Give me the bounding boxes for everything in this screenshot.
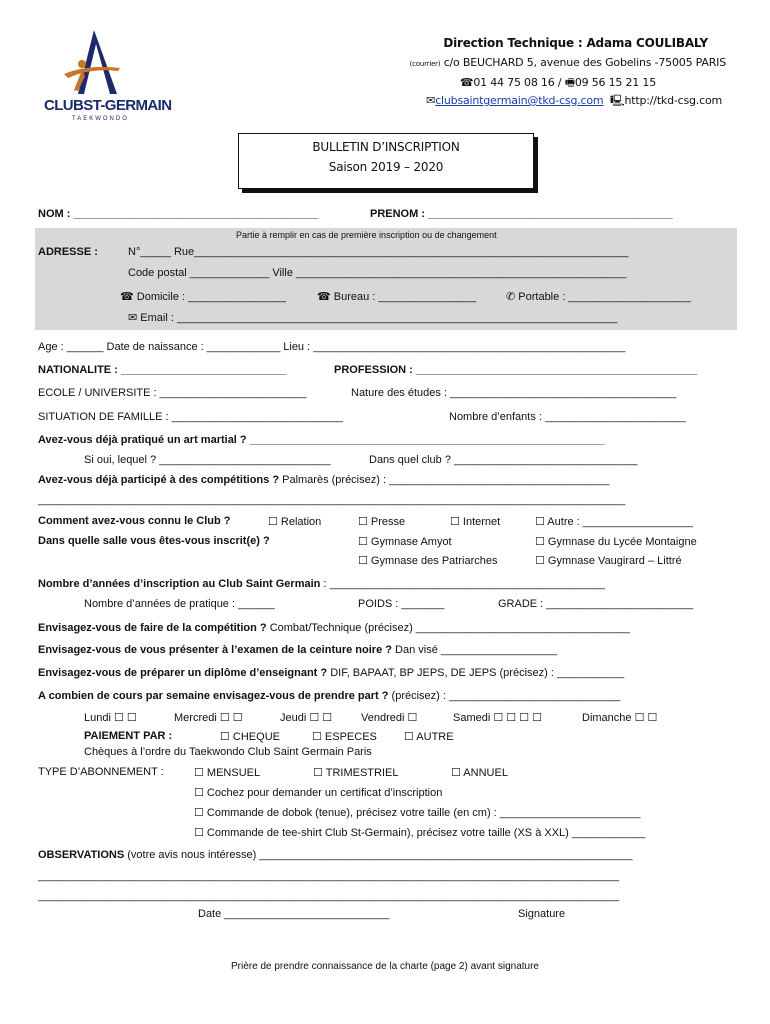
cours-question: A combien de cours par semaine envisagez-vous de prendre part ?: [38, 690, 389, 702]
club-phones: ☎01 44 75 08 16 / 🖷09 56 15 21 15: [459, 76, 656, 89]
logo-subtext: TAEKWONDO: [72, 116, 129, 122]
date-field[interactable]: Date ___________________________: [198, 908, 390, 920]
si-oui-lequel-field[interactable]: Si oui, lequel ? ____________________________: [84, 454, 331, 466]
diplome-question: Envisagez-vous de préparer un diplôme d’enseignant ?: [38, 667, 328, 679]
checkbox-dobok[interactable]: ☐ Commande de dobok (tenue), précisez votre taille (en cm) : _______________________: [194, 807, 641, 819]
checkbox-dimanche[interactable]: Dimanche ☐ ☐: [582, 712, 658, 724]
grade-field[interactable]: GRADE : ________________________: [498, 598, 694, 610]
computer-icon: 🖳: [606, 94, 625, 107]
code-postal-ville-field[interactable]: Code postal _____________ Ville ______________________________________________________: [128, 267, 627, 279]
checkbox-lundi[interactable]: Lundi ☐ ☐: [84, 712, 137, 724]
ceinture-question: Envisagez-vous de vous présenter à l’examen de la ceinture noire ?: [38, 644, 392, 656]
age-naissance-lieu-field[interactable]: Age : ______ Date de naissance : ____________ Lieu : ___________________________________________________: [38, 341, 626, 353]
signature-label: Signature: [518, 908, 566, 920]
form-title: BULLETIN D’INSCRIPTION: [312, 140, 460, 154]
checkbox-vendredi[interactable]: Vendredi ☐: [361, 712, 418, 724]
palmares-field[interactable]: Palmarès (précisez) : ____________________________________: [282, 474, 610, 486]
salle-label: Dans quelle salle vous êtes-vous inscrit(e) ?: [38, 535, 270, 547]
competition-field[interactable]: Combat/Technique (précisez) ___________________________________: [269, 622, 630, 634]
competition-question: Envisagez-vous de faire de la compétition ?: [38, 622, 267, 634]
observations-line-2[interactable]: _______________________________________________________________________________________________: [38, 890, 620, 902]
checkbox-annuel[interactable]: ☐ ANNUEL: [451, 767, 508, 779]
checkbox-especes[interactable]: ☐ ESPECES: [312, 731, 377, 743]
nationalite-field[interactable]: NATIONALITE : ___________________________: [38, 364, 287, 376]
situation-famille-field[interactable]: SITUATION DE FAMILLE : ____________________________: [38, 411, 343, 423]
mail-icon: ✉: [426, 94, 436, 107]
club-email-link[interactable]: clubsaintgermain@tkd-csg.com: [435, 94, 604, 107]
club-website[interactable]: http://tkd-csg.com: [624, 94, 722, 107]
partie-note: Partie à remplir en cas de première inscription ou de changement: [236, 230, 497, 240]
address-prefix: (courrier): [409, 60, 441, 68]
art-martial-field[interactable]: Avez-vous déjà pratiqué un art martial ? __________________________________________________________: [38, 434, 605, 446]
portable-field[interactable]: ✆ Portable : ____________________: [506, 291, 691, 303]
profession-field[interactable]: PROFESSION : ______________________________________________: [334, 364, 698, 376]
logo-text: CLUBST-GERMAIN: [44, 97, 172, 114]
checkbox-samedi[interactable]: Samedi ☐ ☐ ☐ ☐: [453, 712, 542, 724]
cheques-ordre: Chèques à l’ordre du Taekwondo Club Saint Germain Paris: [84, 746, 372, 758]
checkbox-gymnase-patriarches[interactable]: ☐ Gymnase des Patriarches: [358, 555, 498, 567]
club-address: c/o BEUCHARD 5, avenue des Gobelins -75005 PARIS: [443, 56, 726, 69]
dan-vise-field[interactable]: Dan visé ___________________: [395, 644, 558, 656]
title-box: [238, 133, 534, 189]
rue-field[interactable]: N°_____ Rue_______________________________________________________________________: [128, 246, 629, 258]
checkbox-mensuel[interactable]: ☐ MENSUEL: [194, 767, 261, 779]
checkbox-gymnase-montaigne[interactable]: ☐ Gymnase du Lycée Montaigne: [535, 536, 697, 548]
annees-pratique-field[interactable]: Nombre d’années de pratique : ______: [84, 598, 275, 610]
bureau-field[interactable]: ☎ Bureau : ________________: [317, 291, 477, 303]
paiement-label: PAIEMENT PAR :: [84, 730, 173, 742]
checkbox-cheque[interactable]: ☐ CHEQUE: [220, 731, 280, 743]
prenom-field[interactable]: PRENOM : ________________________________________: [370, 208, 673, 220]
checkbox-gymnase-vaugirard[interactable]: ☐ Gymnase Vaugirard – Littré: [535, 555, 682, 567]
adresse-label: ADRESSE :: [38, 246, 98, 258]
nom-field[interactable]: NOM : ________________________________________: [38, 208, 319, 220]
checkbox-relation[interactable]: ☐ Relation: [268, 516, 322, 528]
poids-field[interactable]: POIDS : _______: [358, 598, 445, 610]
domicile-field[interactable]: ☎ Domicile : ________________: [120, 291, 286, 303]
observations-line-1[interactable]: _______________________________________________________________________________________________: [38, 870, 620, 882]
annees-inscription-label: Nombre d’années d’inscription au Club Saint Germain: [38, 578, 321, 590]
quel-club-field[interactable]: Dans quel club ? ______________________________: [369, 454, 638, 466]
checkbox-gymnase-amyot[interactable]: ☐ Gymnase Amyot: [358, 536, 452, 548]
checkbox-internet[interactable]: ☐ Internet: [450, 516, 501, 528]
checkbox-autre[interactable]: ☐ Autre : __________________: [535, 516, 693, 528]
checkbox-certificat[interactable]: ☐ Cochez pour demander un certificat d’inscription: [194, 787, 443, 799]
nature-etudes-field[interactable]: Nature des études : _____________________________________: [351, 387, 677, 399]
checkbox-mercredi[interactable]: Mercredi ☐ ☐: [174, 712, 243, 724]
direction-technique: Direction Technique : Adama COULIBALY: [443, 36, 708, 50]
checkbox-autre-paiement[interactable]: ☐ AUTRE: [404, 731, 454, 743]
form-season: Saison 2019 – 2020: [328, 160, 444, 174]
checkbox-trimestriel[interactable]: ☐ TRIMESTRIEL: [313, 767, 399, 779]
annees-inscription-field[interactable]: : _____________________________________________: [323, 578, 605, 590]
checkbox-teeshirt[interactable]: ☐ Commande de tee-shirt Club St-Germain), précisez votre taille (XS à XXL) ____________: [194, 827, 646, 839]
competitions-question: Avez-vous déjà participé à des compétitions ?: [38, 474, 280, 486]
footer-note: Prière de prendre connaissance de la charte (page 2) avant signature: [231, 961, 539, 972]
nombre-enfants-field[interactable]: Nombre d’enfants : _______________________: [449, 411, 686, 423]
diplome-field[interactable]: DIF, BAPAAT, BP JEPS, DE JEPS (précisez) : ___________: [330, 667, 625, 679]
connu-club-label: Comment avez-vous connu le Club ?: [38, 515, 231, 527]
email-field[interactable]: ✉ Email : ________________________________________________________________________: [128, 312, 618, 324]
checkbox-jeudi[interactable]: Jeudi ☐ ☐: [280, 712, 333, 724]
observations-field[interactable]: (votre avis nous intéresse) _____________________________________________________________: [127, 849, 633, 861]
checkbox-presse[interactable]: ☐ Presse: [358, 516, 406, 528]
palmares-line[interactable]: ________________________________________________________________________________________________: [38, 494, 626, 506]
observations-label: OBSERVATIONS: [38, 849, 125, 861]
ecole-field[interactable]: ECOLE / UNIVERSITE : ________________________: [38, 387, 307, 399]
cours-field[interactable]: (précisez) : ____________________________: [391, 690, 621, 702]
abonnement-label: TYPE D’ABONNEMENT :: [38, 766, 164, 778]
